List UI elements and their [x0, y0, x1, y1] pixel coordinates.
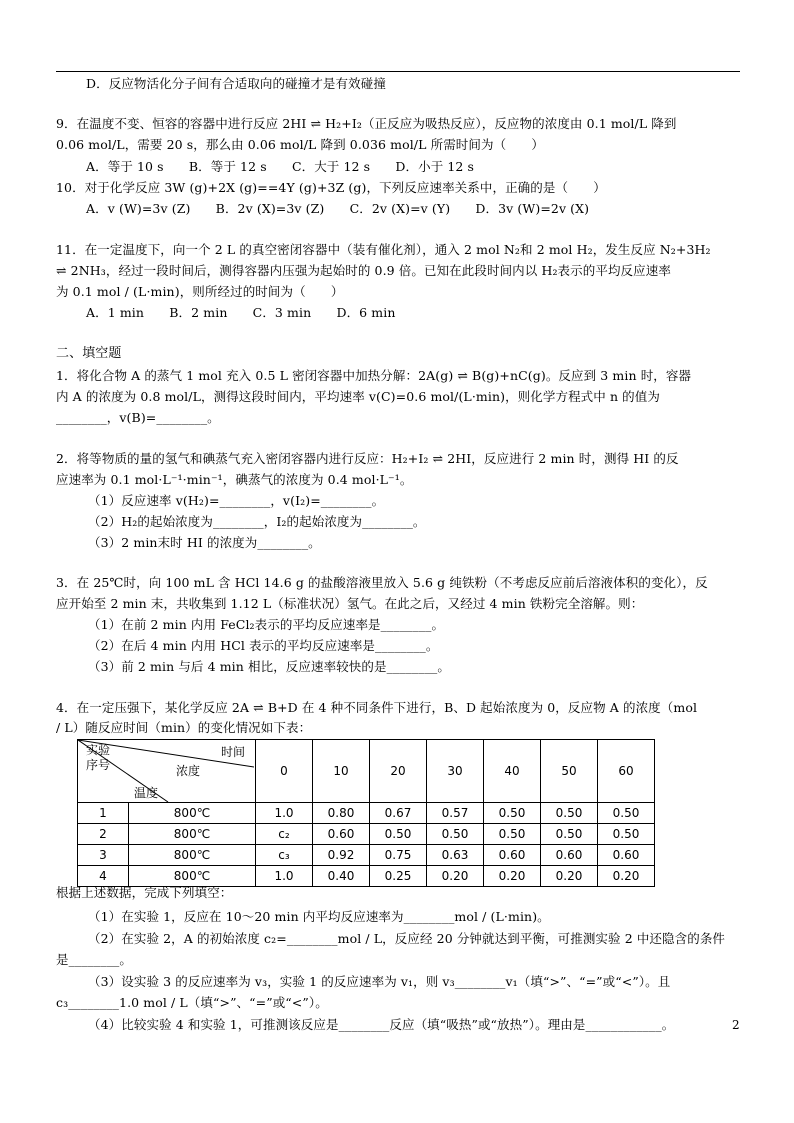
- concentration-cell: 0.80: [313, 803, 370, 824]
- experiment-id-cell: 3: [78, 845, 129, 866]
- concentration-cell: 0.60: [541, 845, 598, 866]
- fill4-line-2: / L）随反应时间（min）的变化情况如下表：: [56, 720, 312, 735]
- table-corner-cell: [78, 740, 256, 803]
- concentration-cell: 0.25: [370, 866, 427, 887]
- q11-options: A．1 min B．2 min C．3 min D．6 min: [86, 305, 396, 320]
- temperature-cell: 800℃: [129, 824, 256, 845]
- fill3-sub-1: （1）在前 2 min 内用 FeCl₂表示的平均反应速率是________。: [88, 617, 445, 632]
- corner-label-experiment: [86, 743, 110, 773]
- temperature-cell: 800℃: [129, 845, 256, 866]
- concentration-cell: 0.60: [313, 824, 370, 845]
- q11-line-2: ⇌ 2NH₃，经过一段时间后，测得容器内压强为起始时的 0.9 倍。已知在此段时间内以 H₂表示的平均反应速率: [56, 263, 671, 278]
- q9-options: A．等于 10 s B．等于 12 s C．大于 12 s D．小于 12 s: [86, 159, 475, 174]
- fill2-sub-1: （1）反应速率 v(H₂)=________，v(I₂)=________。: [88, 493, 385, 508]
- q10-line-1: 10．对于化学反应 3W (g)+2X (g)==4Y (g)+3Z (g)，下列反应速率关系中，正确的是（ ）: [56, 180, 606, 195]
- table-header-row: [78, 740, 655, 803]
- fill3-line-2: 应开始至 2 min 末，共收集到 1.12 L（标准状况）氢气。在此之后，又经过 4 min 铁粉完全溶解。则：: [56, 596, 644, 611]
- q11-line-1: 11．在一定温度下，向一个 2 L 的真空密闭容器中（装有催化剂），通入 2 mol N₂和 2 mol H₂，发生反应 N₂+3H₂: [56, 242, 711, 257]
- section-heading: 二、填空题: [56, 346, 122, 361]
- fill2-line-1: 2．将等物质的量的氢气和碘蒸气充入密闭容器内进行反应：H₂+I₂ ⇌ 2HI，反应进行 2 min 时，测得 HI 的反: [56, 451, 679, 466]
- fill3-line-1: 3．在 25℃时，向 100 mL 含 HCl 14.6 g 的盐酸溶液里放入 5.6 g 纯铁粉（不考虑反应前后溶液体积的变化），反: [56, 575, 708, 590]
- fill4-sub-3a: （3）设实验 3 的反应速率为 v₃，实验 1 的反应速率为 v₁，则 v₃________v₁（填“>”、“=”或“<”）。且: [88, 974, 671, 989]
- fill2-sub-3: （3）2 min末时 HI 的浓度为________。: [88, 535, 321, 550]
- fill2-line-2: 应速率为 0.1 mol·L⁻¹·min⁻¹，碘蒸气的浓度为 0.4 mol·L⁻¹。: [56, 472, 413, 487]
- table-row: [78, 824, 655, 845]
- concentration-cell: 1.0: [256, 803, 313, 824]
- time-header: 10: [313, 740, 370, 803]
- option-d-line: D．反应物活化分子间有合适取向的碰撞才是有效碰撞: [86, 76, 386, 91]
- concentration-cell: 0.50: [484, 803, 541, 824]
- q10-options: A．v (W)=3v (Z) B．2v (X)=3v (Z) C．2v (X)=v (Y) D．3v (W)=2v (X): [86, 201, 590, 216]
- page-number: 2: [732, 1018, 740, 1032]
- corner-label-temperature: 温度: [134, 786, 159, 800]
- concentration-cell: 0.60: [484, 845, 541, 866]
- fill4-sub-2b: 是________。: [56, 952, 132, 967]
- concentration-cell: 0.50: [370, 824, 427, 845]
- fill4-sub-3b: c₃________1.0 mol / L（填“>”、“=”或“<”）。: [56, 995, 328, 1010]
- concentration-cell: 0.63: [427, 845, 484, 866]
- fill1-line-1: 1．将化合物 A 的蒸气 1 mol 充入 0.5 L 密闭容器中加热分解：2A(g) ⇌ B(g)+nC(g)。反应到 3 min 时，容器: [56, 368, 692, 383]
- concentration-cell: 0.60: [598, 845, 655, 866]
- time-header: 40: [484, 740, 541, 803]
- q11-line-3: 为 0.1 mol / (L·min)，则所经过的时间为（ ）: [56, 284, 344, 299]
- concentration-cell: 0.40: [313, 866, 370, 887]
- concentration-cell: 0.57: [427, 803, 484, 824]
- table-row: [78, 845, 655, 866]
- header-rule: [56, 71, 740, 72]
- concentration-cell: 0.75: [370, 845, 427, 866]
- concentration-cell: 0.20: [541, 866, 598, 887]
- concentration-cell: 0.67: [370, 803, 427, 824]
- concentration-cell: 0.50: [541, 803, 598, 824]
- fill2-sub-2: （2）H₂的起始浓度为________，I₂的起始浓度为________。: [88, 514, 426, 529]
- q9-line-2: 0.06 mol/L，需要 20 s，那么由 0.06 mol/L 降到 0.036 mol/L 所需时间为（ ）: [56, 137, 544, 152]
- fill4-sub-1: （1）在实验 1，反应在 10～20 min 内平均反应速率为________mol / (L·min)。: [88, 909, 550, 924]
- experiment-id-cell: 1: [78, 803, 129, 824]
- table-row: [78, 803, 655, 824]
- time-header: 20: [370, 740, 427, 803]
- fill3-sub-3: （3）前 2 min 与后 4 min 相比，反应速率较快的是________。: [88, 659, 451, 674]
- time-header: 0: [256, 740, 313, 803]
- concentration-cell: 0.20: [598, 866, 655, 887]
- concentration-cell: 1.0: [256, 866, 313, 887]
- corner-text-2: 序号: [86, 758, 111, 772]
- fill3-sub-2: （2）在后 4 min 内用 HCl 表示的平均反应速率是________。: [88, 638, 439, 653]
- q9-line-1: 9．在温度不变、恒容的容器中进行反应 2HI ⇌ H₂+I₂（正反应为吸热反应），反应物的浓度由 0.1 mol/L 降到: [56, 116, 677, 131]
- concentration-cell: 0.20: [427, 866, 484, 887]
- concentration-cell: c₂: [256, 824, 313, 845]
- concentration-cell: 0.50: [598, 824, 655, 845]
- data-table: [77, 739, 655, 887]
- concentration-cell: 0.50: [598, 803, 655, 824]
- fill4-sub-2a: （2）在实验 2，A 的初始浓度 c₂=________mol / L，反应经 20 分钟就达到平衡，可推测实验 2 中还隐含的条件: [88, 931, 726, 946]
- temperature-cell: 800℃: [129, 866, 256, 887]
- experiment-id-cell: 2: [78, 824, 129, 845]
- temperature-cell: 800℃: [129, 803, 256, 824]
- time-header: 50: [541, 740, 598, 803]
- time-header: 60: [598, 740, 655, 803]
- fill4-line-1: 4．在一定压强下，某化学反应 2A ⇌ B+D 在 4 种不同条件下进行，B、D 起始浓度为 0，反应物 A 的浓度（mol: [56, 700, 698, 715]
- corner-label-time: 时间: [220, 745, 245, 759]
- fill4-sub-4: （4）比较实验 4 和实验 1，可推测该反应是________反应（填“吸热”或“放热”）。理由是____________。: [88, 1017, 675, 1032]
- corner-label-concentration: 浓度: [176, 764, 201, 778]
- experiment-id-cell: 4: [78, 866, 129, 887]
- fill4-after-table: 根据上述数据，完成下列填空：: [56, 885, 233, 900]
- concentration-cell: 0.50: [541, 824, 598, 845]
- concentration-cell: 0.50: [484, 824, 541, 845]
- concentration-cell: 0.92: [313, 845, 370, 866]
- concentration-cell: c₃: [256, 845, 313, 866]
- fill1-line-2: 内 A 的浓度为 0.8 mol/L，测得这段时间内，平均速率 v(C)=0.6 mol/(L·min)，则化学方程式中 n 的值为: [56, 389, 660, 404]
- fill1-line-3: ________，v(B)=________。: [56, 410, 220, 425]
- concentration-cell: 0.20: [484, 866, 541, 887]
- concentration-cell: 0.50: [427, 824, 484, 845]
- corner-text-1: 实验: [86, 743, 111, 757]
- time-header: 30: [427, 740, 484, 803]
